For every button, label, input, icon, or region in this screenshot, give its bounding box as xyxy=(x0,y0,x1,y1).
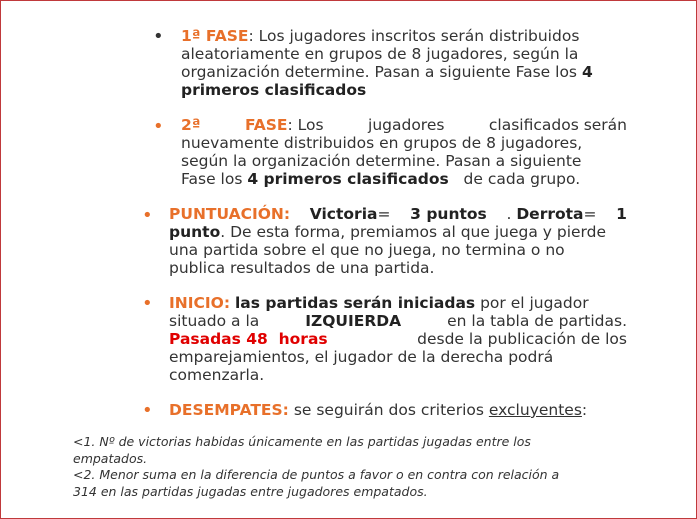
plazo-48-horas: Pasadas 48 horas xyxy=(169,330,328,348)
inicio-label: INICIO: xyxy=(169,294,231,312)
fase2-label-b: FASE xyxy=(244,116,288,134)
criterion-1: <1. Nº de victorias habidas únicamente en las partidas jugadas entre los xyxy=(73,434,531,449)
fase2-label-a: 2ª xyxy=(181,116,201,134)
inicio-paragraph: INICIO: las partidas serán iniciadas por el jugador situado a la IZQUIERDA en la tabla de partidas. Pasadas 48 horas desde la publicación de los emparejamientos, el jugador de la derecha podrá comenzarla. xyxy=(169,294,627,384)
desempates-label: DESEMPATES: xyxy=(169,401,289,419)
puntuacion-label: PUNTUACIÓN: xyxy=(169,205,291,223)
criterion-2: <2. Menor suma en la diferencia de puntos a favor o en contra con relación a xyxy=(73,467,560,482)
bullet: • xyxy=(142,400,153,421)
desempates-paragraph: DESEMPATES: se seguirán dos criterios excluyentes: xyxy=(169,401,588,419)
bullet: • xyxy=(142,205,153,226)
bullet: • xyxy=(153,116,164,137)
bullet: • xyxy=(142,293,153,314)
fase1-label: 1ª FASE xyxy=(181,27,249,45)
fase2-paragraph: 2ª FASE: Los jugadores clasificados serán nuevamente distribuidos en grupos de 8 jugadores, según la organización determine. Pasan a siguiente Fase los 4 primeros clasificados de cada grupo. xyxy=(181,116,627,188)
bullet: • xyxy=(153,26,164,47)
puntuacion-paragraph: PUNTUACIÓN: Victoria= 3 puntos . Derrota= 1 punto. De esta forma, premiamos al que juega y pierde una partida sobre el que no juega, no termina o no publica resultados de una partida. xyxy=(169,205,627,277)
desempate-criteria-notes: <1. Nº de victorias habidas únicamente en las partidas jugadas entre los empatados. <2. Menor suma en la diferencia de puntos a favor o en contra con relación a 314 en las partidas jugadas entre jugadores empatados. xyxy=(73,434,629,500)
fase1-paragraph: 1ª FASE: Los jugadores inscritos serán distribuidos aleatoriamente en grupos de 8 jugadores, según la organización determine. Pasan a siguiente Fase los 4 primeros clasificados xyxy=(181,27,593,99)
